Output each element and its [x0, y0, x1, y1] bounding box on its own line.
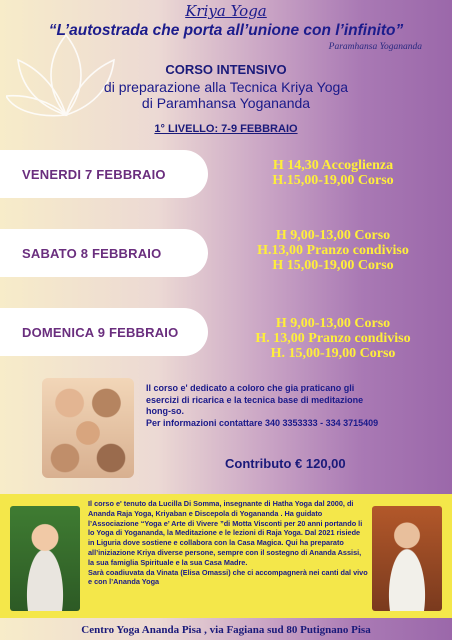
- schedule-day-sunday: DOMENICA 9 FEBBRAIO: [0, 308, 208, 356]
- schedule-time-line: H. 13,00 Pranzo condiviso: [255, 331, 411, 346]
- schedule-day-saturday: SABATO 8 FEBBRAIO: [0, 229, 208, 277]
- assistant-photo: [372, 506, 442, 611]
- info-line: Il corso e' dedicato a coloro che gia praticano gli: [146, 383, 355, 393]
- info-line: hong-so.: [146, 406, 184, 416]
- schedule-times-saturday: [220, 228, 446, 273]
- course-description-line: di Paramhansa Yogananda: [141, 95, 311, 111]
- schedule-time-line: H 9,00-13,00 Corso: [275, 316, 391, 331]
- yoga-masters-image: [42, 378, 134, 478]
- tagline-author: Paramhansa Yogananda: [328, 42, 422, 52]
- info-line: esercizi di ricarica e la tecnica base di meditazione: [146, 394, 364, 405]
- course-level: [0, 123, 452, 135]
- schedule-time-line: H 9,00-13,00 Corso: [275, 228, 391, 243]
- bio-paragraph: Il corso e' tenuto da Lucilla Di Somma, insegnante di Hatha Yoga dal 2000, di Ananda Raja Yoga, Kriyaban e Discepola di Yogananda . Ha guidato l’Associazione “Yoga e’ Arte di Vivere ”di Motta Visconti per 20 anni portando li lo Yoga di Yogananda, la Meditazione e le lezioni di Raja Yoga. Dal 2021 risiede in Liguria dove sostiene e collabora con la Casa Magica. Qui ha preparato all’iniziazione Kriya diverse persone, sempre con il sostegno di Ananda Assisi, la sua famiglia Spirituale e la sua Casa Madre.: [88, 499, 363, 567]
- schedule-time-line: H 14,30 Accoglienza: [272, 158, 394, 173]
- course-description: [0, 79, 452, 111]
- schedule-times-sunday: [220, 316, 446, 361]
- footer-address: Centro Yoga Ananda Pisa , via Fagiana sud 80 Putignano Pisa: [81, 624, 371, 636]
- teacher-photo: [10, 506, 80, 611]
- contribution-price: Contributo € 120,00: [225, 456, 346, 471]
- schedule-time-line: H.15,00-19,00 Corso: [272, 173, 394, 188]
- tagline-quote: “L’autostrada che porta all’unione con l’infinito”: [48, 22, 404, 39]
- schedule-time-line: H 15,00-19,00 Corso: [272, 258, 394, 273]
- course-description-line: di preparazione alla Tecnica Kriya Yoga: [103, 79, 349, 95]
- schedule-times-friday: [220, 158, 446, 188]
- bio-paragraph: Sarà coadiuvata da Vinata (Elisa Omassi) che ci accompagnerà nei canti dal vivo e con l’Ananda Yoga: [88, 567, 368, 587]
- course-level-text: 1° LIVELLO: 7-9 FEBBRAIO: [154, 123, 298, 135]
- teacher-bio: [88, 499, 368, 587]
- schedule-time-line: H. 15,00-19,00 Corso: [270, 346, 396, 361]
- schedule-time-line: H.13,00 Pranzo condiviso: [257, 243, 409, 258]
- course-type-heading: CORSO INTENSIVO: [165, 62, 287, 77]
- course-info: [146, 383, 446, 429]
- page-title: Kriya Yoga: [185, 2, 267, 20]
- info-contact-line: Per informazioni contattare 340 3353333 - 334 3715409: [146, 417, 379, 428]
- schedule-day-friday: VENERDI 7 FEBBRAIO: [0, 150, 208, 198]
